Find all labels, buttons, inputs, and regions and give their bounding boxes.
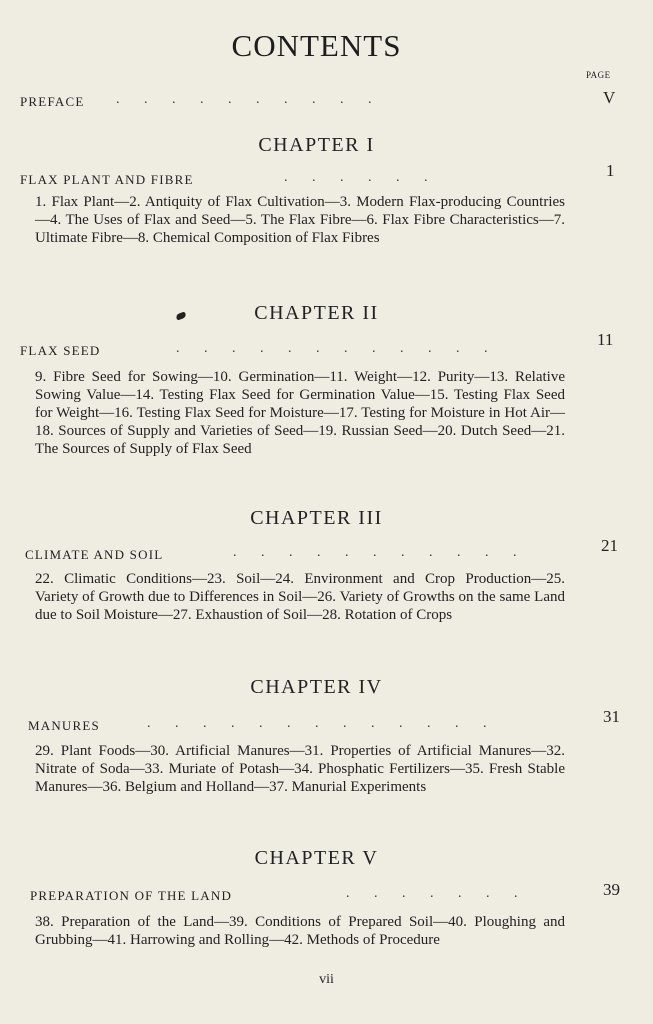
- chapter-page-number: 31: [603, 707, 620, 726]
- chapter-heading: CHAPTER III: [250, 507, 383, 529]
- chapter-entry-title: FLAX PLANT AND FIBRE: [20, 172, 194, 187]
- preface-entry: PREFACE: [20, 94, 85, 109]
- leader-dots: . . . . . . . . . .: [116, 92, 372, 107]
- chapter-entry-title: CLIMATE AND SOIL: [25, 547, 164, 562]
- leader-dots: . . . . . . .: [346, 886, 518, 901]
- chapter-summary: 38. Preparation of the Land—39. Conditions of Prepared Soil—40. Ploughing and Grubbing—41. Harrowing and Rolling—42. Methods of Procedure: [35, 914, 565, 948]
- chapter-page-number: 11: [597, 330, 614, 349]
- leader-dots: . . . . . . . . . . . . .: [147, 716, 487, 731]
- page-folio: vii: [319, 972, 334, 987]
- preface-page-number: V: [603, 88, 616, 107]
- chapter-heading: CHAPTER II: [254, 302, 379, 324]
- page-title: CONTENTS: [231, 28, 402, 63]
- leader-dots: . . . . . .: [284, 170, 428, 185]
- page-column-header: PAGE: [586, 70, 611, 80]
- chapter-summary: 29. Plant Foods—30. Artificial Manures—31. Properties of Artificial Manures—32. Nitrate of Soda—33. Muriate of Potash—34. Phosphatic Fertilizers—35. Fresh Stable Manures—36. Belgium and Holland—37. Manurial Experiments: [35, 743, 565, 795]
- chapter-summary: 22. Climatic Conditions—23. Soil—24. Environment and Crop Production—25. Variety of Growth due to Differences in Soil—26. Variety of Growths on the same Land due to Soil Moisture—27. Exhaustion of Soil—28. Rotation of Crops: [35, 571, 565, 623]
- chapter-page-number: 1: [606, 161, 615, 180]
- chapter-page-number: 21: [601, 536, 618, 555]
- leader-dots: . . . . . . . . . . . .: [176, 341, 488, 356]
- chapter-entry-title: FLAX SEED: [20, 343, 101, 358]
- chapter-heading: CHAPTER V: [254, 847, 379, 869]
- chapter-summary: 1. Flax Plant—2. Antiquity of Flax Cultivation—3. Modern Flax-producing Countries—4. The Uses of Flax and Seed—5. The Flax Fibre—6. Flax Fibre Characteristics—7. Ultimate Fibre—8. Chemical Composition of Flax Fibres: [35, 194, 565, 246]
- chapter-summary: 9. Fibre Seed for Sowing—10. Germination—11. Weight—12. Purity—13. Relative Sowing Value—14. Testing Flax Seed for Germination Value—15. Testing Flax Seed for Weight—16. Testing Flax Seed for Moisture—17. Testing for Moisture in Hot Air—18. Sources of Supply and Varieties of Seed—19. Russian Seed—20. Dutch Seed—21. The Sources of Supply of Flax Seed: [35, 369, 565, 457]
- chapter-heading: CHAPTER IV: [250, 676, 383, 698]
- leader-dots: . . . . . . . . . . .: [233, 545, 517, 560]
- chapter-page-number: 39: [603, 880, 620, 899]
- chapter-heading: CHAPTER I: [258, 134, 375, 156]
- chapter-entry-title: PREPARATION OF THE LAND: [30, 888, 233, 903]
- chapter-entry-title: MANURES: [28, 718, 100, 733]
